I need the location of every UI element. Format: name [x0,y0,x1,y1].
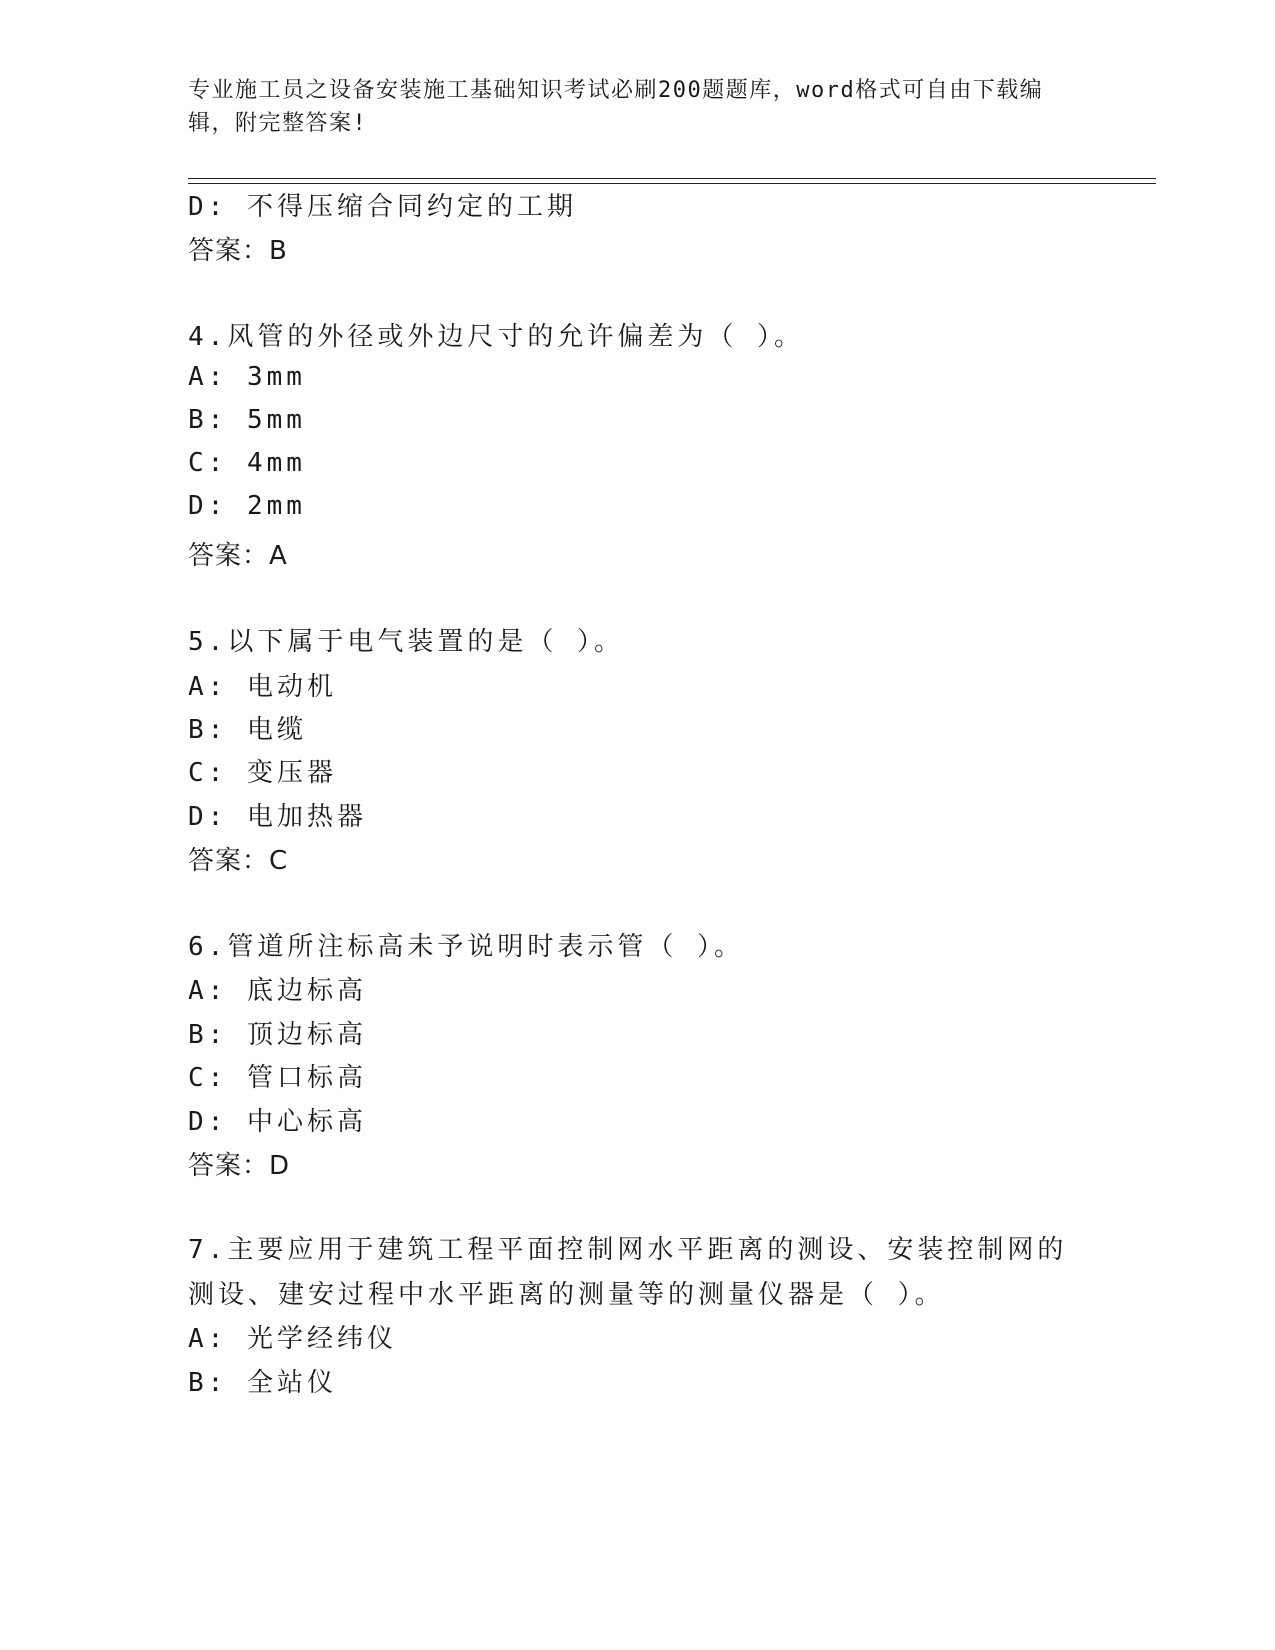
document-header: 专业施工员之设备安装施工基础知识考试必刷200题题库，word格式可自由下载编辑，附完整答案! [188,78,1044,136]
question-title [188,621,624,658]
question-text: 以下属于电气装置的是（ ）。 [227,627,624,657]
question-number: 4. [188,322,228,352]
question-title [188,316,804,353]
question-text: 管道所注标高未予说明时表示管（ ）。 [227,932,744,962]
header-rule-bottom [188,183,1156,184]
option-line: D: 不得压缩合同约定的工期 [188,192,577,222]
option-line: D: 电加热器 [188,802,367,832]
option-line: A: 光学经纬仪 [188,1324,397,1354]
option-line: A: 3mm [188,362,306,392]
option-line: C: 管口标高 [188,1063,367,1093]
option-line: D: 中心标高 [188,1107,367,1137]
answer-line: 答案：C [188,846,289,876]
question-number: 6. [188,932,228,962]
answer-line: 答案：D [188,1151,291,1181]
option-line: A: 底边标高 [188,976,367,1006]
question-number: 5. [188,627,228,657]
option-line: C: 4mm [188,448,306,478]
answer-line: 答案：A [188,541,288,571]
option-line: D: 2mm [188,491,306,521]
option-line: C: 变压器 [188,758,337,788]
answer-line: 答案：B [188,236,288,266]
question-number: 7. [188,1235,228,1265]
option-line: A: 电动机 [188,672,337,702]
question-text: 风管的外径或外边尺寸的允许偏差为（ ）。 [227,322,804,352]
option-line: B: 5mm [188,405,306,435]
question-title [188,926,744,963]
option-line: B: 电缆 [188,715,307,745]
question-text: 主要应用于建筑工程平面控制网水平距离的测设、安装控制网的测设、建安过程中水平距离的测量等的测量仪器是（ ）。 [188,1235,1068,1310]
option-line: B: 顶边标高 [188,1020,367,1050]
header-rule-top [188,178,1156,179]
option-line: B: 全站仪 [188,1368,337,1398]
question-title [188,1228,1088,1318]
